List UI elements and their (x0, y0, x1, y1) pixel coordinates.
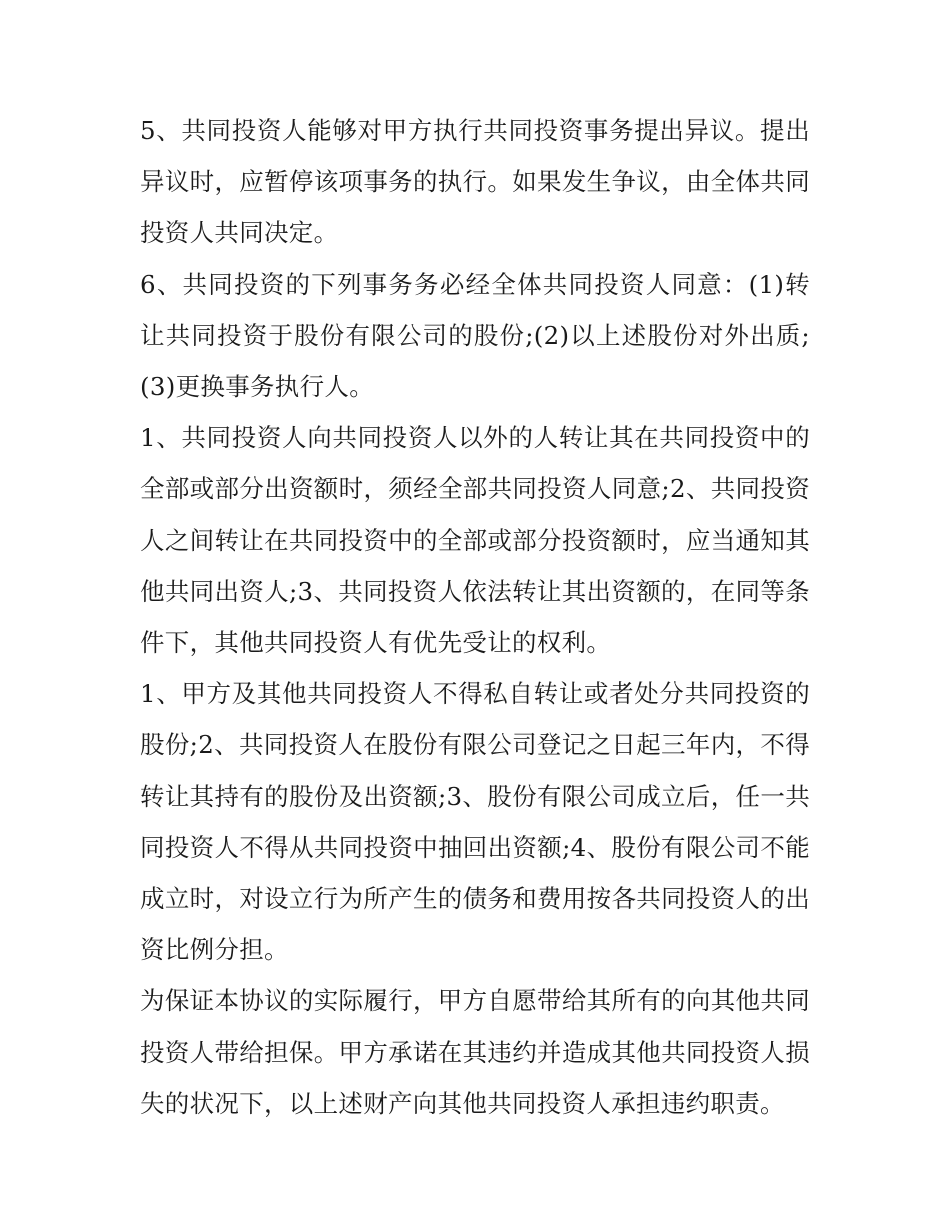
document-body (140, 105, 810, 1129)
paragraph-transfer-rules: 1、共同投资人向共同投资人以外的人转让其在共同投资中的全部或部分出资额时，须经全部共同投资人同意;2、共同投资人之间转让在共同投资中的全部或部分投资额时，应当通知其他共同出资人;3、共同投资人依法转让其出资额的，在同等条件下，其他共同投资人有优先受让的权利。 (140, 423, 810, 658)
paragraph-investor-objection: 5、共同投资人能够对甲方执行共同投资事务提出异议。提出异议时，应暂停该项事务的执行。如果发生争议，由全体共同投资人共同决定。 (140, 116, 810, 248)
paragraph-guarantee: 为保证本协议的实际履行，甲方自愿带给其所有的向其他共同投资人带给担保。甲方承诺在其违约并造成其他共同投资人损失的状况下，以上述财产向其他共同投资人承担违约职责。 (140, 986, 810, 1118)
paragraph-unanimous-consent: 6、共同投资的下列事务务必经全体共同投资人同意：(1)转让共同投资于股份有限公司的股份;(2)以上述股份对外出质;(3)更换事务执行人。 (140, 269, 810, 402)
paragraph-transfer-restrictions: 1、甲方及其他共同投资人不得私自转让或者处分共同投资的股份;2、共同投资人在股份有限公司登记之日起三年内，不得转让其持有的股份及出资额;3、股份有限公司成立后，任一共同投资人不得从共同投资中抽回出资额;4、股份有限公司不能成立时，对设立行为所产生的债务和费用按各共同投资人的出资比例分担。 (140, 679, 810, 965)
